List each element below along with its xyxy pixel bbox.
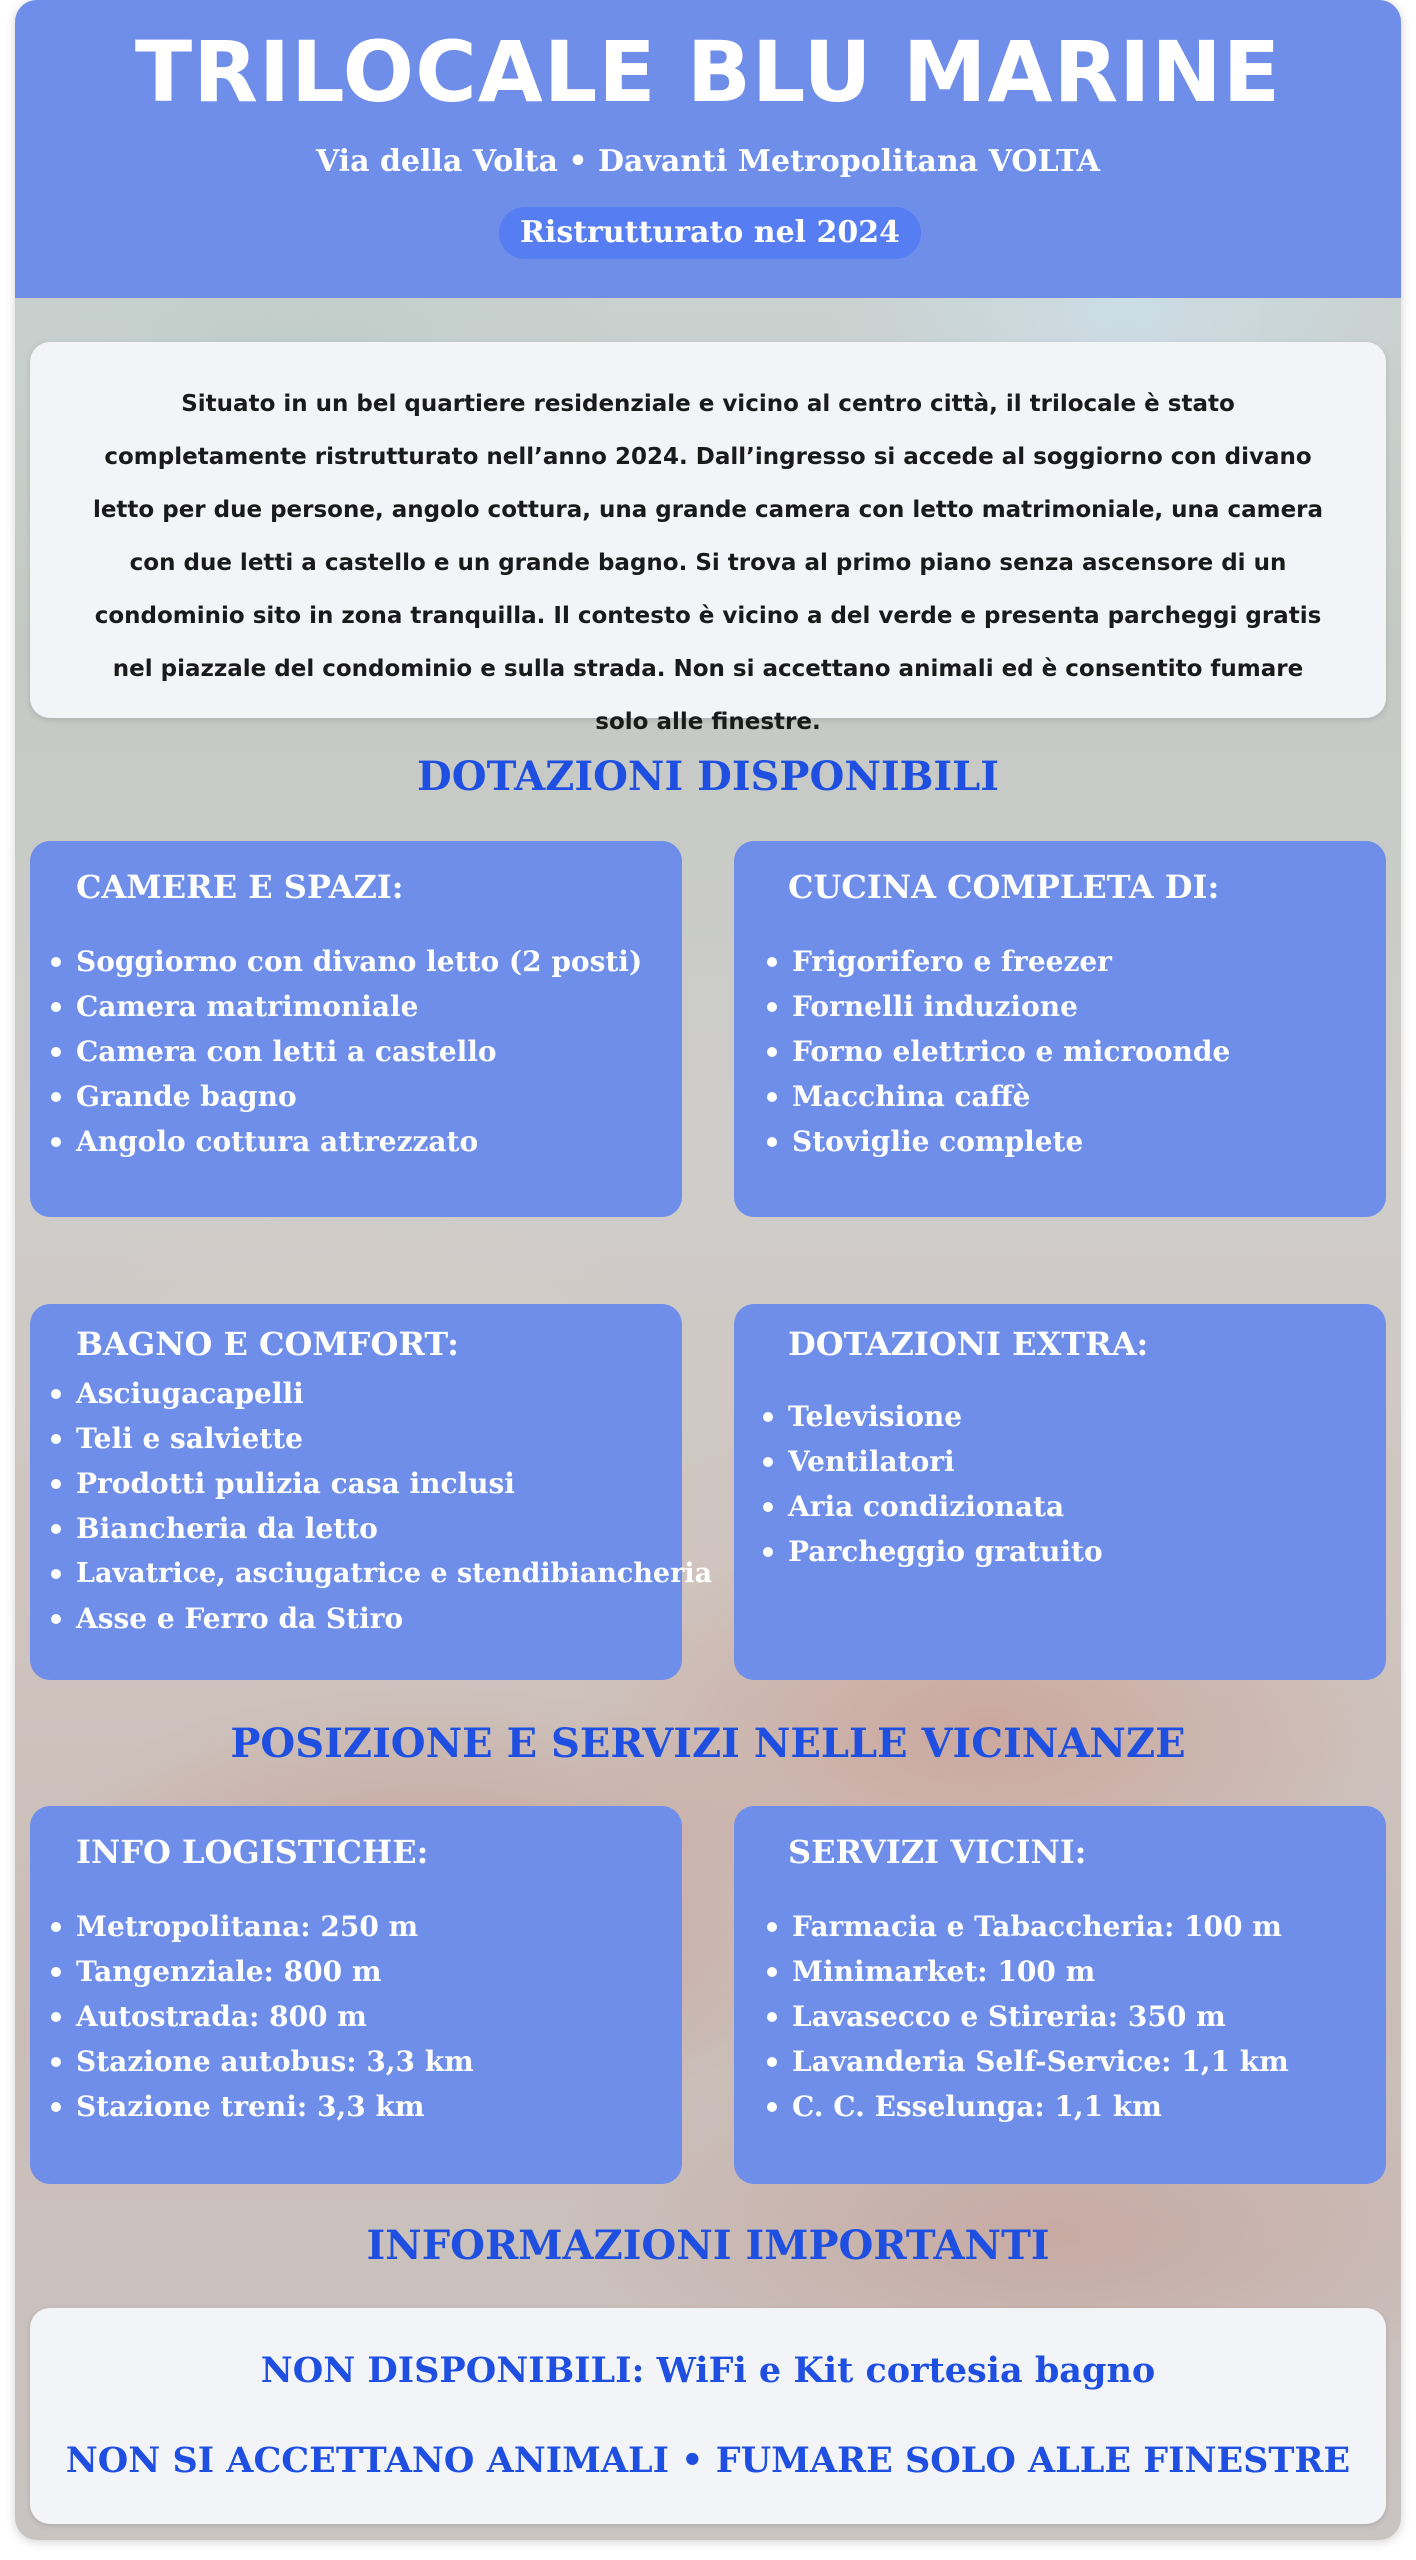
list-item: Teli e salviette [76,1416,712,1461]
card-title: BAGNO E COMFORT: [76,1325,459,1363]
list-item: Camera matrimoniale [76,984,642,1029]
list-item: Stazione autobus: 3,3 km [76,2039,474,2084]
list-item: Lavatrice, asciugatrice e stendibiancheria [76,1551,712,1596]
important-info-box [30,2308,1386,2524]
list-item: Stoviglie complete [792,1119,1230,1164]
card-title: CUCINA COMPLETA DI: [788,868,1220,906]
list-item: Metropolitana: 250 m [76,1904,474,1949]
list-item: Lavanderia Self-Service: 1,1 km [792,2039,1289,2084]
section-title-informazioni: INFORMAZIONI IMPORTANTI [366,2222,1050,2269]
list-item: Macchina caffè [792,1074,1230,1119]
card-list [734,939,1230,1164]
list-item: Lavasecco e Stireria: 350 m [792,1994,1289,2039]
section-title-posizione: POSIZIONE E SERVIZI NELLE VICINANZE [230,1720,1186,1767]
list-item: C. C. Esselunga: 1,1 km [792,2084,1289,2129]
card-servizi-vicini [734,1806,1386,2184]
card-list [734,1394,1103,1574]
section-title-dotazioni: DOTAZIONI DISPONIBILI [417,753,999,800]
flyer-page [15,0,1401,2540]
list-item: Aria condizionata [788,1484,1103,1529]
list-item: Fornelli induzione [792,984,1230,1029]
list-item: Minimarket: 100 m [792,1949,1289,1994]
card-camere-spazi [30,841,682,1217]
card-title: DOTAZIONI EXTRA: [788,1325,1149,1363]
not-available-notice: NON DISPONIBILI: WiFi e Kit cortesia bagno [260,2350,1156,2391]
list-item: Angolo cottura attrezzato [76,1119,642,1164]
list-item: Parcheggio gratuito [788,1529,1103,1574]
list-item: Camera con letti a castello [76,1029,642,1074]
header-banner [15,0,1401,298]
list-item: Grande bagno [76,1074,642,1119]
list-item: Asse e Ferro da Stiro [76,1596,712,1641]
list-item: Forno elettrico e microonde [792,1029,1230,1074]
card-list [30,939,642,1164]
page-title: TRILOCALE BLU MARINE [134,23,1282,121]
intro-description: Situato in un bel quartiere residenziale e vicino al centro città, il trilocale è stato completamente ristrutturato nell’anno 2024. Dall’ingresso si accede al soggiorno con divano letto per due persone, angolo cottura, una grande camera con letto matrimoniale, una camera con due letti a castello e un grande bagno. Si trova al primo piano senza ascensore di un condominio sito in zona tranquilla. Il contesto è vicino a del verde e presenta parcheggi gratis nel piazzale del condominio e sulla strada. Non si accettano animali ed è consentito fumare solo alle finestre. [30,342,1386,718]
list-item: Prodotti pulizia casa inclusi [76,1461,712,1506]
list-item: Biancheria da letto [76,1506,712,1551]
card-cucina [734,841,1386,1217]
list-item: Stazione treni: 3,3 km [76,2084,474,2129]
list-item: Asciugacapelli [76,1371,712,1416]
card-list [734,1904,1289,2129]
rules-notice: NON SI ACCETTANO ANIMALI • FUMARE SOLO ALLE FINESTRE [65,2440,1351,2481]
card-title: INFO LOGISTICHE: [76,1833,429,1871]
address-subtitle: Via della Volta • Davanti Metropolitana VOLTA [315,144,1101,179]
card-info-logistiche [30,1806,682,2184]
card-bagno-comfort [30,1304,713,1680]
list-item: Televisione [788,1394,1103,1439]
renovated-badge: Ristrutturato nel 2024 [499,207,921,259]
card-list [30,1371,712,1641]
list-item: Frigorifero e freezer [792,939,1230,984]
list-item: Ventilatori [788,1439,1103,1484]
list-item: Autostrada: 800 m [76,1994,474,2039]
card-title: SERVIZI VICINI: [788,1833,1087,1871]
card-title: CAMERE E SPAZI: [76,868,404,906]
list-item: Farmacia e Tabaccheria: 100 m [792,1904,1289,1949]
card-dotazioni-extra [734,1304,1386,1680]
list-item: Tangenziale: 800 m [76,1949,474,1994]
list-item: Soggiorno con divano letto (2 posti) [76,939,642,984]
card-list [30,1904,474,2129]
